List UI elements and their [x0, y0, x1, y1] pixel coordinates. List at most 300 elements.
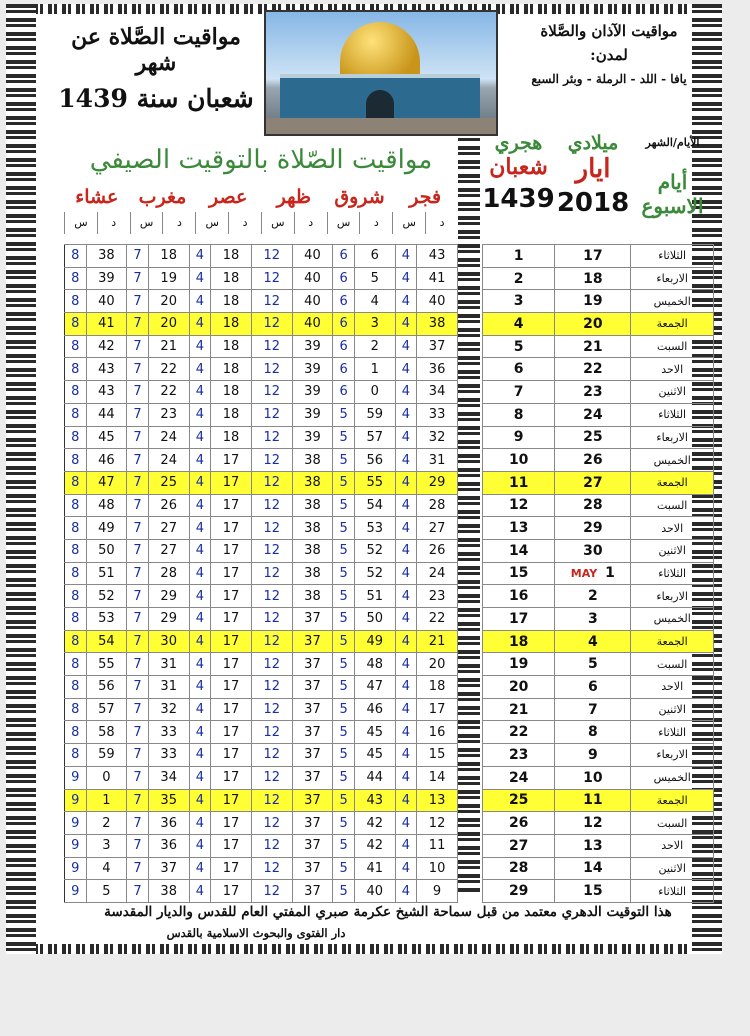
date-row — [483, 766, 714, 789]
gregorian-day-cell — [555, 245, 631, 268]
dates-table — [482, 244, 714, 903]
date-row — [483, 630, 714, 653]
gregorian-day: 17 — [583, 247, 603, 264]
time-cell: 8 — [65, 744, 87, 767]
ornament-border-middle — [458, 132, 480, 894]
time-cell: 12 — [251, 721, 292, 744]
time-cell: 12 — [251, 698, 292, 721]
time-cell: 37 — [292, 789, 333, 812]
time-cell: 33 — [417, 403, 458, 426]
date-row — [483, 608, 714, 631]
times-row — [65, 857, 458, 880]
hijri-day: 2 — [483, 267, 555, 290]
time-cell: 22 — [417, 608, 458, 631]
time-cell: 4 — [395, 539, 417, 562]
month-title-line1: مواقيت الصَّلاة عن شهر — [71, 24, 241, 76]
hijri-day: 11 — [483, 471, 555, 494]
time-cell: 15 — [417, 744, 458, 767]
time-cell: 13 — [417, 789, 458, 812]
gregorian-day-cell — [555, 290, 631, 313]
unit-hour: س — [392, 212, 425, 234]
time-cell: 17 — [211, 449, 252, 472]
time-cell: 8 — [65, 676, 87, 699]
time-cell: 4 — [189, 290, 211, 313]
arch-door-shape — [366, 90, 394, 118]
time-cell: 31 — [148, 676, 189, 699]
times-row — [65, 449, 458, 472]
time-cell: 6 — [333, 245, 355, 268]
hijri-day: 24 — [483, 766, 555, 789]
ornament-border-bottom — [6, 944, 722, 954]
hijri-day: 22 — [483, 721, 555, 744]
time-cell: 33 — [148, 721, 189, 744]
times-row — [65, 812, 458, 835]
gregorian-day-cell — [555, 539, 631, 562]
time-cell: 24 — [417, 562, 458, 585]
time-cell: 5 — [333, 562, 355, 585]
time-cell: 43 — [86, 358, 127, 381]
time-cell: 4 — [189, 517, 211, 540]
times-row — [65, 880, 458, 903]
prayer-names-header — [64, 182, 458, 212]
gregorian-day: 29 — [583, 520, 603, 537]
time-cell: 48 — [86, 494, 127, 517]
time-cell: 4 — [395, 471, 417, 494]
time-cell: 4 — [189, 335, 211, 358]
time-cell: 19 — [148, 267, 189, 290]
time-cell: 17 — [211, 653, 252, 676]
time-cell: 39 — [292, 358, 333, 381]
hijri-day: 16 — [483, 585, 555, 608]
time-cell: 4 — [395, 335, 417, 358]
time-cell: 12 — [251, 789, 292, 812]
hijri-day: 19 — [483, 653, 555, 676]
time-cell: 17 — [211, 812, 252, 835]
time-cell: 22 — [148, 381, 189, 404]
time-cell: 7 — [127, 630, 149, 653]
time-cell: 29 — [148, 585, 189, 608]
gregorian-day: 4 — [587, 633, 598, 650]
time-cell: 38 — [292, 449, 333, 472]
time-cell: 37 — [292, 653, 333, 676]
time-cell: 37 — [292, 698, 333, 721]
days-month-label: الأيام/الشهر — [645, 136, 700, 149]
date-row — [483, 789, 714, 812]
time-cell: 5 — [333, 471, 355, 494]
hijri-day: 13 — [483, 517, 555, 540]
time-cell: 0 — [86, 766, 127, 789]
time-cell: 37 — [292, 857, 333, 880]
date-row — [483, 290, 714, 313]
time-cell: 9 — [65, 789, 87, 812]
time-cell: 6 — [333, 381, 355, 404]
time-cell: 4 — [395, 608, 417, 631]
time-cell: 12 — [251, 834, 292, 857]
time-cell: 37 — [292, 630, 333, 653]
time-cell: 49 — [354, 630, 395, 653]
time-cell: 32 — [148, 698, 189, 721]
time-cell: 4 — [395, 426, 417, 449]
weekday-name: الاحد — [631, 517, 714, 540]
time-cell: 18 — [211, 290, 252, 313]
time-cell: 12 — [417, 812, 458, 835]
time-cell: 4 — [189, 381, 211, 404]
hijri-day: 6 — [483, 358, 555, 381]
time-cell: 5 — [333, 585, 355, 608]
time-cell: 37 — [292, 744, 333, 767]
time-cell: 57 — [354, 426, 395, 449]
time-cell: 6 — [333, 290, 355, 313]
time-cell: 7 — [127, 608, 149, 631]
time-cell: 4 — [395, 744, 417, 767]
weekday-name: الجمعة — [631, 630, 714, 653]
time-cell: 8 — [65, 245, 87, 268]
date-row — [483, 653, 714, 676]
date-row — [483, 358, 714, 381]
gregorian-day: 26 — [583, 452, 603, 469]
gregorian-day: 27 — [583, 474, 603, 491]
time-cell: 8 — [65, 426, 87, 449]
time-cell: 7 — [127, 698, 149, 721]
date-row — [483, 812, 714, 835]
weekday-name: الاثنين — [631, 857, 714, 880]
time-cell: 5 — [333, 403, 355, 426]
times-row — [65, 744, 458, 767]
time-cell: 7 — [127, 880, 149, 903]
time-cell: 4 — [395, 676, 417, 699]
gregorian-day: 15 — [583, 883, 603, 900]
time-cell: 42 — [354, 812, 395, 835]
time-cell: 43 — [86, 381, 127, 404]
endorsement-text: هذا التوقيت الدهري معتمد من قبل سماحة الشيخ عكرمة صبري المفتي العام للقدس والديار المقدسة — [104, 904, 672, 920]
date-row — [483, 880, 714, 903]
time-cell: 8 — [65, 267, 87, 290]
time-cell: 37 — [292, 676, 333, 699]
time-cell: 37 — [292, 834, 333, 857]
time-cell: 28 — [417, 494, 458, 517]
time-cell: 17 — [211, 539, 252, 562]
gregorian-day-cell — [555, 812, 631, 835]
weekday-name: السبت — [631, 653, 714, 676]
time-cell: 4 — [189, 880, 211, 903]
time-cell: 8 — [65, 290, 87, 313]
time-cell: 4 — [189, 721, 211, 744]
date-row — [483, 744, 714, 767]
date-row — [483, 857, 714, 880]
gregorian-day-cell — [555, 880, 631, 903]
time-cell: 51 — [86, 562, 127, 585]
time-cell: 7 — [127, 358, 149, 381]
time-cell: 5 — [333, 630, 355, 653]
time-cell: 17 — [211, 585, 252, 608]
time-cell: 1 — [354, 358, 395, 381]
time-cell: 4 — [189, 449, 211, 472]
times-row — [65, 494, 458, 517]
time-cell: 12 — [251, 449, 292, 472]
weekday-name: السبت — [631, 494, 714, 517]
times-row — [65, 381, 458, 404]
time-cell: 12 — [251, 766, 292, 789]
gregorian-day: 19 — [583, 293, 603, 310]
time-cell: 4 — [395, 653, 417, 676]
time-cell: 7 — [127, 267, 149, 290]
hijri-month: شعبان — [489, 154, 548, 180]
time-cell: 58 — [86, 721, 127, 744]
time-cell: 39 — [292, 381, 333, 404]
time-cell: 4 — [395, 381, 417, 404]
hijri-day: 27 — [483, 834, 555, 857]
time-cell: 52 — [86, 585, 127, 608]
time-cell: 7 — [127, 562, 149, 585]
time-cell: 5 — [354, 267, 395, 290]
weekday-name: الاربعاء — [631, 426, 714, 449]
time-cell: 26 — [417, 539, 458, 562]
time-cell: 40 — [417, 290, 458, 313]
time-cell: 5 — [333, 789, 355, 812]
time-cell: 17 — [211, 608, 252, 631]
time-cell: 12 — [251, 812, 292, 835]
prayer-name-shuruq: شروق — [334, 186, 385, 208]
time-cell: 54 — [354, 494, 395, 517]
weekday-name: الاثنين — [631, 381, 714, 404]
time-cell: 4 — [395, 585, 417, 608]
gregorian-day-cell — [555, 335, 631, 358]
time-cell: 17 — [211, 880, 252, 903]
time-cell: 39 — [292, 426, 333, 449]
time-cell: 37 — [148, 857, 189, 880]
time-cell: 4 — [189, 630, 211, 653]
time-cell: 34 — [148, 766, 189, 789]
time-cell: 44 — [354, 766, 395, 789]
times-row — [65, 630, 458, 653]
time-cell: 28 — [148, 562, 189, 585]
time-cell: 37 — [292, 812, 333, 835]
ornament-border-left — [6, 4, 36, 954]
time-cell: 4 — [395, 834, 417, 857]
time-cell: 2 — [86, 812, 127, 835]
time-cell: 8 — [65, 494, 87, 517]
gregorian-day-cell — [555, 381, 631, 404]
time-cell: 38 — [417, 313, 458, 336]
time-cell: 12 — [251, 313, 292, 336]
time-cell: 17 — [211, 494, 252, 517]
time-cell: 9 — [65, 880, 87, 903]
gregorian-day: 24 — [583, 406, 603, 423]
hijri-year: 1439 — [482, 184, 555, 214]
times-row — [65, 653, 458, 676]
time-cell: 18 — [148, 245, 189, 268]
cities-for-label: لمدن: — [590, 46, 628, 64]
date-row — [483, 381, 714, 404]
weekday-name: الخميس — [631, 608, 714, 631]
gregorian-day-cell — [555, 471, 631, 494]
date-row — [483, 834, 714, 857]
time-cell: 4 — [354, 290, 395, 313]
hijri-day: 15 — [483, 562, 555, 585]
time-cell: 12 — [251, 245, 292, 268]
month-change-note: MAY — [570, 567, 598, 581]
gregorian-day-cell — [555, 857, 631, 880]
date-row — [483, 245, 714, 268]
gregorian-day: 30 — [583, 542, 603, 559]
time-cell: 5 — [333, 517, 355, 540]
time-cell: 12 — [251, 562, 292, 585]
time-cell: 18 — [211, 245, 252, 268]
time-cell: 4 — [395, 630, 417, 653]
gregorian-year: 2018 — [556, 188, 630, 218]
time-cell: 4 — [189, 744, 211, 767]
gregorian-day: 9 — [587, 746, 598, 763]
weekday-name: الثلاثاء — [631, 562, 714, 585]
gregorian-day: 21 — [583, 338, 603, 355]
time-cell: 39 — [292, 335, 333, 358]
time-cell: 50 — [354, 608, 395, 631]
gregorian-day-cell — [555, 585, 631, 608]
time-cell: 8 — [65, 653, 87, 676]
time-cell: 17 — [417, 698, 458, 721]
time-cell: 20 — [148, 313, 189, 336]
time-cell: 17 — [211, 789, 252, 812]
unit-min: د — [97, 212, 130, 234]
time-cell: 7 — [127, 676, 149, 699]
time-cell: 5 — [333, 539, 355, 562]
gregorian-day-cell — [555, 744, 631, 767]
time-cell: 36 — [417, 358, 458, 381]
time-cell: 17 — [211, 676, 252, 699]
time-cell: 49 — [86, 517, 127, 540]
gregorian-day-cell — [555, 653, 631, 676]
time-cell: 8 — [65, 335, 87, 358]
time-cell: 9 — [65, 834, 87, 857]
time-cell: 7 — [127, 812, 149, 835]
gregorian-day: 28 — [583, 497, 603, 514]
unit-hour: س — [64, 212, 97, 234]
time-cell: 29 — [148, 608, 189, 631]
time-cell: 0 — [354, 381, 395, 404]
time-cell: 12 — [251, 880, 292, 903]
month-title-block — [56, 16, 256, 126]
times-row — [65, 245, 458, 268]
time-cell: 12 — [251, 426, 292, 449]
time-cell: 38 — [292, 539, 333, 562]
time-cell: 7 — [127, 494, 149, 517]
gregorian-day-cell — [555, 313, 631, 336]
time-cell: 12 — [251, 381, 292, 404]
weekday-name: الاثنين — [631, 539, 714, 562]
weekday-name: الجمعة — [631, 789, 714, 812]
time-cell: 8 — [65, 471, 87, 494]
times-row — [65, 471, 458, 494]
time-cell: 6 — [333, 358, 355, 381]
times-row — [65, 676, 458, 699]
unit-hour: س — [195, 212, 228, 234]
time-cell: 4 — [189, 267, 211, 290]
calendar-header — [482, 132, 714, 234]
times-row — [65, 358, 458, 381]
times-row — [65, 517, 458, 540]
unit-min: د — [359, 212, 392, 234]
time-cell: 8 — [65, 539, 87, 562]
weekdays-label: أيام الاسبوع — [641, 170, 704, 218]
time-cell: 29 — [417, 471, 458, 494]
time-cell: 5 — [333, 494, 355, 517]
date-row — [483, 449, 714, 472]
time-cell: 38 — [292, 471, 333, 494]
time-cell: 31 — [148, 653, 189, 676]
weekday-name: الثلاثاء — [631, 880, 714, 903]
time-cell: 17 — [211, 698, 252, 721]
gregorian-day: 13 — [583, 837, 603, 854]
time-cell: 46 — [86, 449, 127, 472]
time-cell: 5 — [333, 608, 355, 631]
time-cell: 5 — [333, 744, 355, 767]
weekday-name: الاربعاء — [631, 267, 714, 290]
prayer-name-dhuhr: ظهر — [276, 186, 311, 208]
time-cell: 7 — [127, 245, 149, 268]
hijri-day: 23 — [483, 744, 555, 767]
time-cell: 12 — [251, 358, 292, 381]
time-cell: 14 — [417, 766, 458, 789]
time-cell: 4 — [395, 517, 417, 540]
dome-of-the-rock-photo — [264, 10, 498, 136]
time-cell: 42 — [86, 335, 127, 358]
hijri-day: 29 — [483, 880, 555, 903]
time-cell: 21 — [417, 630, 458, 653]
prayer-times-table — [64, 244, 458, 903]
time-cell: 33 — [148, 744, 189, 767]
hijri-day: 9 — [483, 426, 555, 449]
time-cell: 3 — [86, 834, 127, 857]
time-cell: 11 — [417, 834, 458, 857]
time-cell: 12 — [251, 608, 292, 631]
gregorian-day-cell — [555, 608, 631, 631]
time-cell: 4 — [189, 676, 211, 699]
gregorian-day: 11 — [583, 792, 603, 809]
hijri-day: 3 — [483, 290, 555, 313]
times-row — [65, 834, 458, 857]
gregorian-day-cell — [555, 676, 631, 699]
gregorian-day-cell — [555, 449, 631, 472]
weekday-name: الثلاثاء — [631, 721, 714, 744]
time-cell: 10 — [417, 857, 458, 880]
times-row — [65, 766, 458, 789]
time-cell: 41 — [86, 313, 127, 336]
time-cell: 4 — [189, 313, 211, 336]
gregorian-day-cell — [555, 721, 631, 744]
time-cell: 8 — [65, 449, 87, 472]
date-row — [483, 676, 714, 699]
prayer-name-maghrib: مغرب — [138, 186, 187, 208]
time-cell: 6 — [333, 267, 355, 290]
weekday-name: السبت — [631, 335, 714, 358]
time-cell: 4 — [189, 698, 211, 721]
time-cell: 6 — [333, 335, 355, 358]
time-cell: 6 — [333, 313, 355, 336]
time-cell: 43 — [417, 245, 458, 268]
time-cell: 5 — [333, 812, 355, 835]
time-cell: 5 — [333, 653, 355, 676]
time-cell: 37 — [292, 721, 333, 744]
prayer-name-asr: عصر — [209, 186, 248, 208]
time-cell: 7 — [127, 834, 149, 857]
time-cell: 57 — [86, 698, 127, 721]
weekday-name: الثلاثاء — [631, 245, 714, 268]
time-cell: 8 — [65, 585, 87, 608]
time-cell: 4 — [395, 721, 417, 744]
time-cell: 4 — [395, 494, 417, 517]
time-cell: 5 — [333, 857, 355, 880]
times-row — [65, 608, 458, 631]
